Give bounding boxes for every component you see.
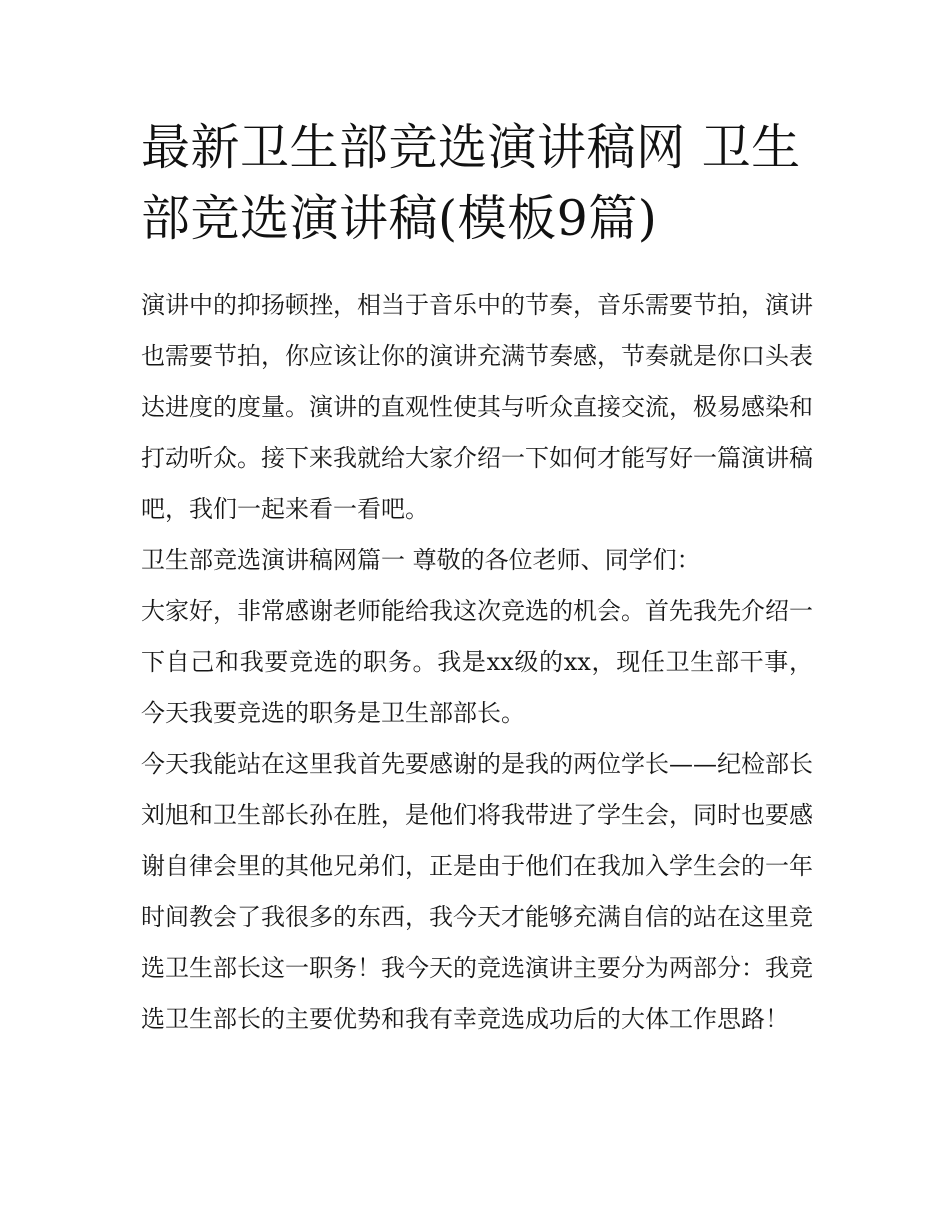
speech-paragraph: 今天我能站在这里我首先要感谢的是我的两位学长——纪检部长刘旭和卫生部长孙在胜，是他们将我带进了学生会，同时也要感谢自律会里的其他兄弟们，正是由于他们在我加入学生会的一年时间教会了我很多的东西，我今天才能够充满自信的站在这里竞选卫生部长这一职务！我今天的竞选演讲主要分为两部分：我竞选卫生部长的主要优势和我有幸竞选成功后的大体工作思路！	[141, 750, 813, 1033]
document-body	[141, 280, 813, 1045]
intro-paragraph: 演讲中的抑扬顿挫，相当于音乐中的节奏，音乐需要节拍，演讲也需要节拍，你应该让你的演讲充满节奏感，节奏就是你口头表达进度的度量。演讲的直观性使其与听众直接交流，极易感染和打动听众。接下来我就给大家介绍一下如何才能写好一篇演讲稿吧，我们一起来看一看吧。	[141, 291, 813, 523]
document-title: 最新卫生部竞选演讲稿网 卫生部竞选演讲稿(模板9篇)	[141, 119, 801, 247]
greeting-paragraph: 大家好，非常感谢老师能给我这次竞选的机会。首先我先介绍一下自己和我要竞选的职务。我是xx级的xx，现任卫生部干事，今天我要竞选的职务是卫生部部长。	[141, 597, 813, 727]
section-heading-paragraph: 卫生部竞选演讲稿网篇一 尊敬的各位老师、同学们：	[141, 546, 701, 574]
